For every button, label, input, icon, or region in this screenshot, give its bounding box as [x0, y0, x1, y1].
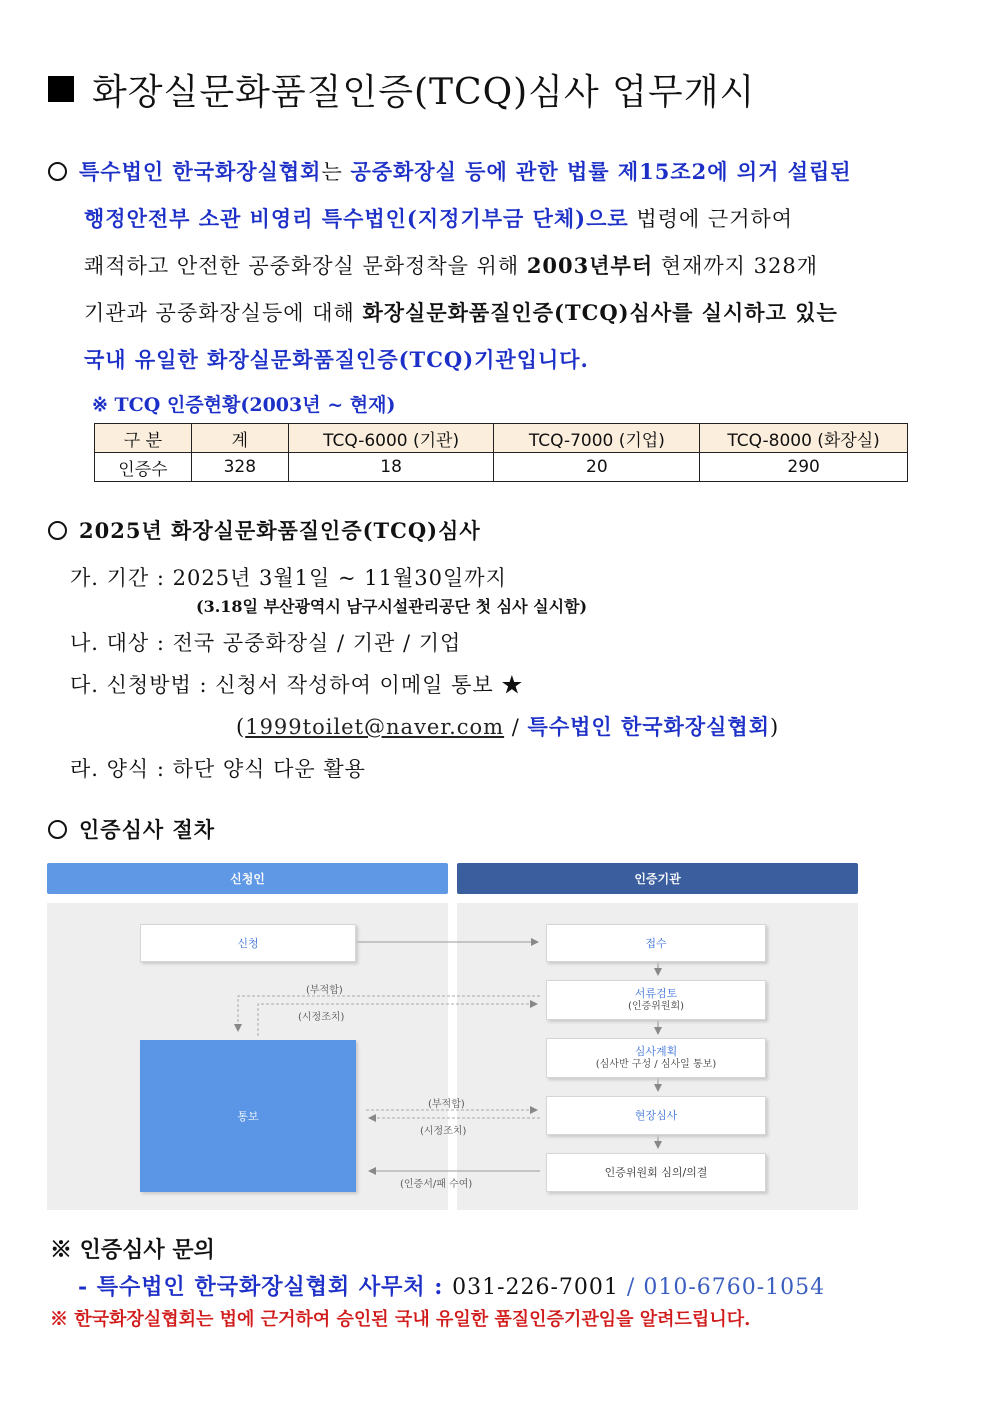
procedure-heading: 인증심사 절차: [48, 814, 215, 844]
applicant-header: 신청인: [47, 863, 448, 894]
table-cell: 20: [494, 453, 700, 482]
unfit-label-1: (부적합): [306, 985, 343, 996]
table-cell: 18: [288, 453, 494, 482]
form-line: 라. 양식 : 하단 양식 다운 활용: [70, 757, 366, 781]
email-line: (1999toilet@naver.com / 특수법인 한국화장실협회): [236, 714, 780, 739]
table-cell: 인증수: [95, 453, 192, 482]
contact-heading: ※ 인증심사 문의: [50, 1237, 215, 1263]
table-cell: 328: [191, 453, 288, 482]
onsite-audit-box: 현장심사: [546, 1096, 766, 1135]
table-header-cell: 구 분: [95, 424, 192, 453]
intro-line-1: 특수법인 한국화장실협회는 공중화장실 등에 관한 법률 제15조2에 의거 설립된: [48, 156, 852, 186]
table-header-cell: TCQ-7000 (기업): [494, 424, 700, 453]
institution-header: 인증기관: [457, 863, 858, 894]
table-header-cell: TCQ-6000 (기관): [288, 424, 494, 453]
table-cell: 290: [700, 453, 908, 482]
intro-line-4: 기관과 공중화장실등에 대해 화장실문화품질인증(TCQ)심사를 실시하고 있는: [84, 300, 838, 325]
contact-line: - 특수법인 한국화장실협회 사무처 : 031-226-7001 / 010-6760-1054: [78, 1274, 826, 1300]
period-note: (3.18일 부산광역시 남구시설관리공단 첫 심사 실시함): [196, 597, 588, 616]
email-link[interactable]: 1999toilet@naver.com: [245, 715, 505, 739]
table-header-cell: TCQ-8000 (화장실): [700, 424, 908, 453]
period-line: 가. 기간 : 2025년 3월1일 ~ 11월30일까지: [70, 566, 507, 590]
phone-office: 031-226-7001: [452, 1275, 619, 1300]
fix-label-1: (시정조치): [298, 1012, 345, 1023]
notify-box: 통보: [140, 1040, 356, 1192]
footer-notice: ※ 한국화장실협회는 법에 근거하여 승인된 국내 유일한 품질인증기관임을 알려드립니다.: [50, 1309, 751, 1330]
doc-review-box: 서류검토 (인증위원회): [546, 980, 766, 1020]
fix-label-2: (시정조치): [420, 1126, 467, 1137]
unfit-label-2: (부적합): [428, 1099, 465, 1110]
target-line: 나. 대상 : 전국 공중화장실 / 기관 / 기업: [70, 631, 462, 655]
receive-box: 접수: [546, 924, 766, 962]
table-caption: ※ TCQ 인증현황(2003년 ~ 현재): [92, 394, 396, 416]
phone-mobile: 010-6760-1054: [643, 1275, 826, 1300]
apply-method-line: 다. 신청방법 : 신청서 작성하여 이메일 통보 ★: [70, 673, 524, 697]
page-title: 화장실문화품질인증(TCQ)심사 업무개시: [48, 64, 755, 115]
audit-plan-box: 심사계획 (심사반 구성 / 심사일 통보): [546, 1038, 766, 1078]
certificate-label: (인증서/패 수여): [400, 1179, 473, 1190]
committee-box: 인증위원회 심의/의결: [546, 1153, 766, 1192]
table-header-cell: 계: [191, 424, 288, 453]
section-2025-heading: 2025년 화장실문화품질인증(TCQ)심사: [48, 515, 481, 545]
intro-line-5: 국내 유일한 화장실문화품질인증(TCQ)기관입니다.: [84, 347, 589, 372]
apply-box: 신청: [140, 924, 356, 962]
intro-line-3: 쾌적하고 안전한 공중화장실 문화정착을 위해 2003년부터 현재까지 328개: [84, 253, 818, 278]
intro-line-2: 행정안전부 소관 비영리 특수법인(지정기부금 단체)으로 법령에 근거하여: [84, 206, 794, 231]
